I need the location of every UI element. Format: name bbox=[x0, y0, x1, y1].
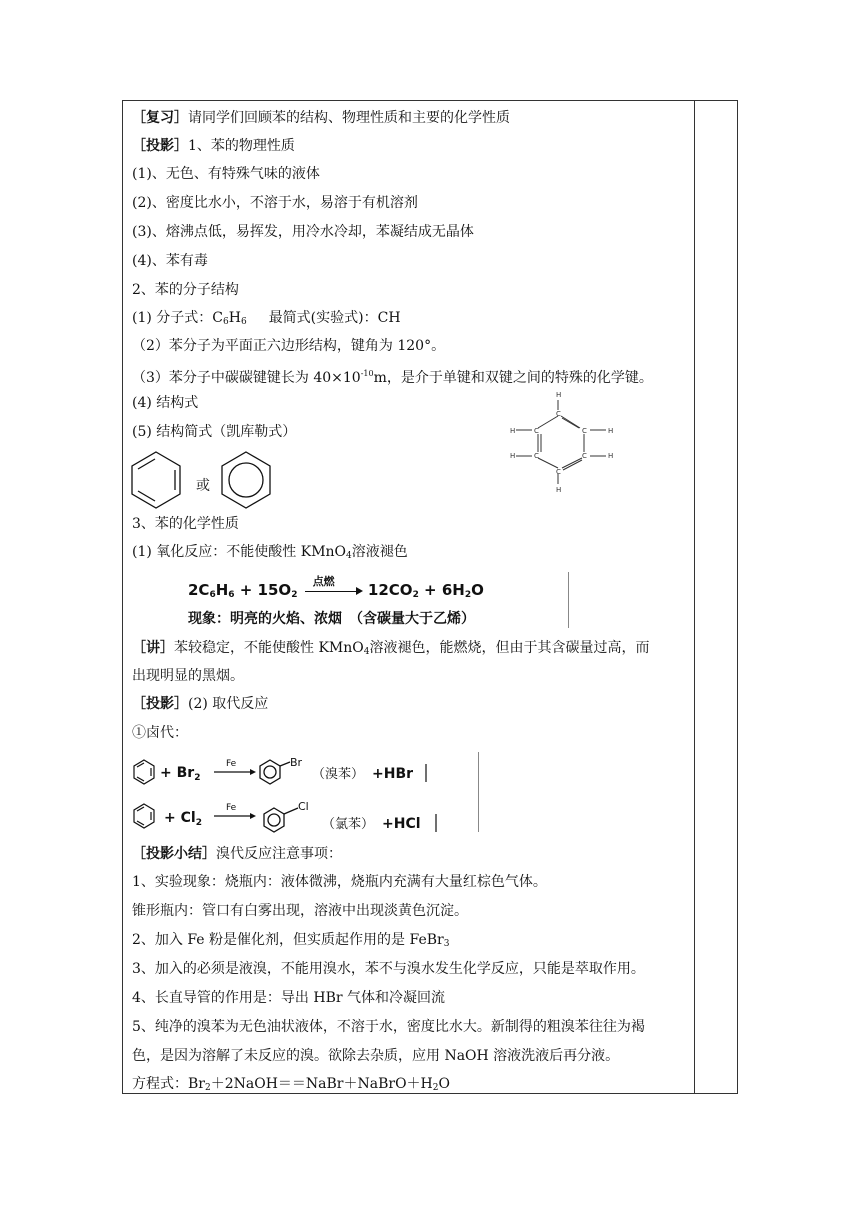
eq-text: O bbox=[438, 1076, 450, 1092]
formula-subscript: 6 bbox=[240, 317, 247, 327]
molecular-formula-line bbox=[132, 308, 401, 328]
projection-1-line bbox=[132, 136, 295, 156]
physical-property-2: (2)、密度比水小，不溶于水，易溶于有机溶剂 bbox=[132, 195, 418, 211]
bromobenzene-icon bbox=[260, 760, 290, 784]
summary-line bbox=[132, 844, 342, 864]
atom-h: H bbox=[608, 452, 614, 460]
note-5b: 色，是因为溶解了未反应的溴。欲除去杂质，应用 NaOH 溶液洗液后再分液。 bbox=[132, 1048, 620, 1064]
eq-subscript: 6 bbox=[228, 590, 235, 600]
summary-text: 溴代反应注意事项： bbox=[216, 846, 342, 862]
fe-catalyst: Fe bbox=[226, 759, 237, 769]
febr3-subscript: 3 bbox=[443, 939, 450, 949]
structure-line-3 bbox=[132, 364, 653, 384]
atom-c: C bbox=[582, 452, 587, 460]
atom-h: H bbox=[510, 427, 516, 435]
lecture-text: 苯较稳定，不能使酸性 KMnO bbox=[174, 640, 364, 656]
physical-property-3: (3)、熔沸点低，易挥发，用冷水冷却，苯凝结成无晶体 bbox=[132, 224, 474, 240]
physical-property-1: (1)、无色、有特殊气味的液体 bbox=[132, 166, 320, 182]
lecture-text-end: 溶液褪色，能燃烧，但由于其含碳量过高，而 bbox=[369, 640, 650, 656]
benzene-icon bbox=[134, 804, 154, 828]
atom-h: H bbox=[556, 486, 562, 494]
chlorination-reaction bbox=[132, 796, 472, 838]
chemical-heading: 3、苯的化学性质 bbox=[132, 516, 239, 532]
note-5a: 5、纯净的溴苯为无色油状液体，不溶于水，密度比水大。新制得的粗溴苯往往为褐 bbox=[132, 1019, 645, 1035]
projection-tag: ［投影］ bbox=[132, 696, 188, 712]
bromination-reaction bbox=[132, 754, 472, 790]
eq-subscript: 6 bbox=[209, 590, 216, 600]
svg-text:+ Br2 bbox=[160, 765, 200, 783]
note-3: 3、加入的必须是液溴，不能用溴水，苯不与溴水发生化学反应，只能是萃取作用。 bbox=[132, 961, 645, 977]
reaction-arrow-icon bbox=[214, 803, 256, 819]
projection-text: (2) 取代反应 bbox=[188, 696, 269, 712]
eq-part: 2C bbox=[188, 581, 210, 599]
kmno4-subscript: 4 bbox=[346, 551, 352, 561]
atom-c: C bbox=[556, 468, 561, 476]
benzene-simplified-structures bbox=[128, 448, 278, 518]
or-text: 或 bbox=[196, 478, 210, 494]
kmno4-subscript: 4 bbox=[363, 647, 370, 657]
benzene-structural-formula bbox=[506, 386, 616, 496]
note-1: 1、实验现象：烧瓶内：液体微沸，烧瓶内充满有大量红棕色气体。 bbox=[132, 874, 547, 890]
eq-part: + 15O bbox=[234, 581, 292, 599]
atom-c: C bbox=[556, 410, 561, 418]
bond-length-text-end: m，是介于单键和双键之间的特殊的化学键。 bbox=[373, 370, 653, 386]
naoh-equation bbox=[132, 1074, 450, 1094]
review-line bbox=[132, 108, 510, 128]
note-2 bbox=[132, 930, 449, 950]
structure-line-4: (4) 结构式 bbox=[132, 395, 199, 411]
chlorobenzene-name: （氯苯） bbox=[322, 817, 375, 832]
halogenation-label: ①卤代： bbox=[132, 725, 188, 741]
structure-line-2: （2）苯分子为平面正六边形结构，键角为 120°。 bbox=[132, 338, 446, 354]
atom-h: H bbox=[556, 391, 562, 399]
combustion-condition: 点燃 bbox=[312, 574, 335, 588]
atom-c: C bbox=[534, 452, 539, 460]
bromine-atom: Br bbox=[290, 756, 303, 769]
lecture-line-2: 出现明显的黑烟。 bbox=[132, 668, 244, 684]
hcl-product: +HCl bbox=[382, 816, 421, 832]
summary-tag: ［投影小结］ bbox=[132, 846, 216, 862]
kekule-benzene-icon bbox=[132, 452, 180, 508]
eq-subscript: 2 bbox=[464, 590, 472, 600]
bond-length-text: （3）苯分子中碳碳键键长为 40×10 bbox=[132, 370, 361, 386]
reaction-arrow-icon bbox=[303, 574, 363, 600]
review-text: 请同学们回顾苯的结构、物理性质和主要的化学性质 bbox=[188, 110, 510, 126]
projection-tag: ［投影］ bbox=[132, 138, 188, 154]
atom-h: H bbox=[510, 452, 516, 460]
table-column-divider bbox=[694, 100, 695, 1094]
eq-subscript: 2 bbox=[291, 590, 298, 600]
molecular-formula-prefix: (1) 分子式：C bbox=[132, 310, 223, 326]
eq-part: H bbox=[215, 581, 229, 599]
structure-heading: 2、苯的分子结构 bbox=[132, 282, 239, 298]
reagent-subscript: 2 bbox=[195, 818, 202, 828]
bromine-reagent: + Br bbox=[160, 765, 195, 781]
atom-c: C bbox=[534, 427, 539, 435]
equation-frame-edge bbox=[568, 572, 569, 628]
eq-part: 12CO bbox=[367, 581, 413, 599]
fe-catalyst: Fe bbox=[226, 803, 237, 813]
eq-subscript: 2 bbox=[432, 1083, 439, 1093]
atom-c: C bbox=[582, 427, 587, 435]
simplest-formula: 最简式(实验式)：CH bbox=[268, 310, 401, 326]
structure-line-5: (5) 结构简式（凯库勒式） bbox=[132, 424, 297, 440]
note-4: 4、长直导管的作用是：导出 HBr 气体和冷凝回流 bbox=[132, 990, 445, 1006]
bromobenzene-name: （溴苯） bbox=[312, 767, 365, 782]
oxidation-text: (1) 氧化反应：不能使酸性 KMnO bbox=[132, 544, 347, 560]
oxidation-line bbox=[132, 542, 408, 562]
benzene-icon bbox=[134, 760, 154, 784]
projection-text: 1、苯的物理性质 bbox=[188, 138, 295, 154]
formula-h: H bbox=[228, 310, 241, 326]
reagent-subscript: 2 bbox=[194, 773, 201, 783]
eq-part: + 6H bbox=[418, 581, 465, 599]
review-tag: ［复习］ bbox=[132, 110, 188, 126]
combustion-equation bbox=[188, 574, 484, 600]
eq-text: 方程式：Br bbox=[132, 1076, 205, 1092]
circle-benzene-icon bbox=[222, 452, 270, 508]
lecture-line-1 bbox=[132, 638, 649, 658]
formula-subscript: 6 bbox=[223, 317, 229, 327]
chlorobenzene-icon bbox=[264, 808, 298, 832]
chlorine-reagent: + Cl bbox=[164, 810, 196, 826]
physical-property-4: (4)、苯有毒 bbox=[132, 253, 208, 269]
hbr-product: +HBr bbox=[372, 766, 414, 782]
svg-text:+ Cl2 bbox=[164, 810, 202, 828]
reaction-arrow-icon bbox=[214, 759, 256, 775]
eq-part: O bbox=[471, 581, 484, 599]
note-2-text: 2、加入 Fe 粉是催化剂，但实质起作用的是 FeBr bbox=[132, 932, 444, 948]
chlorine-atom: Cl bbox=[298, 800, 309, 813]
atom-h: H bbox=[608, 427, 614, 435]
eq-subscript: 2 bbox=[412, 590, 419, 600]
lecture-tag: ［讲］ bbox=[132, 640, 174, 656]
projection-2-line bbox=[132, 694, 268, 714]
note-1b: 锥形瓶内：管口有白雾出现，溶液中出现淡黄色沉淀。 bbox=[132, 903, 468, 919]
eq-subscript: 2 bbox=[204, 1083, 211, 1093]
combustion-phenomenon: 现象：明亮的火焰、浓烟 （含碳量大于乙烯） bbox=[188, 611, 475, 627]
eq-text: ＋2NaOH＝＝NaBr＋NaBrO＋H bbox=[210, 1076, 433, 1092]
oxidation-text-end: 溶液褪色 bbox=[351, 544, 408, 560]
reaction-frame-edge bbox=[478, 752, 479, 832]
bond-length-exponent: -10 bbox=[360, 369, 374, 378]
